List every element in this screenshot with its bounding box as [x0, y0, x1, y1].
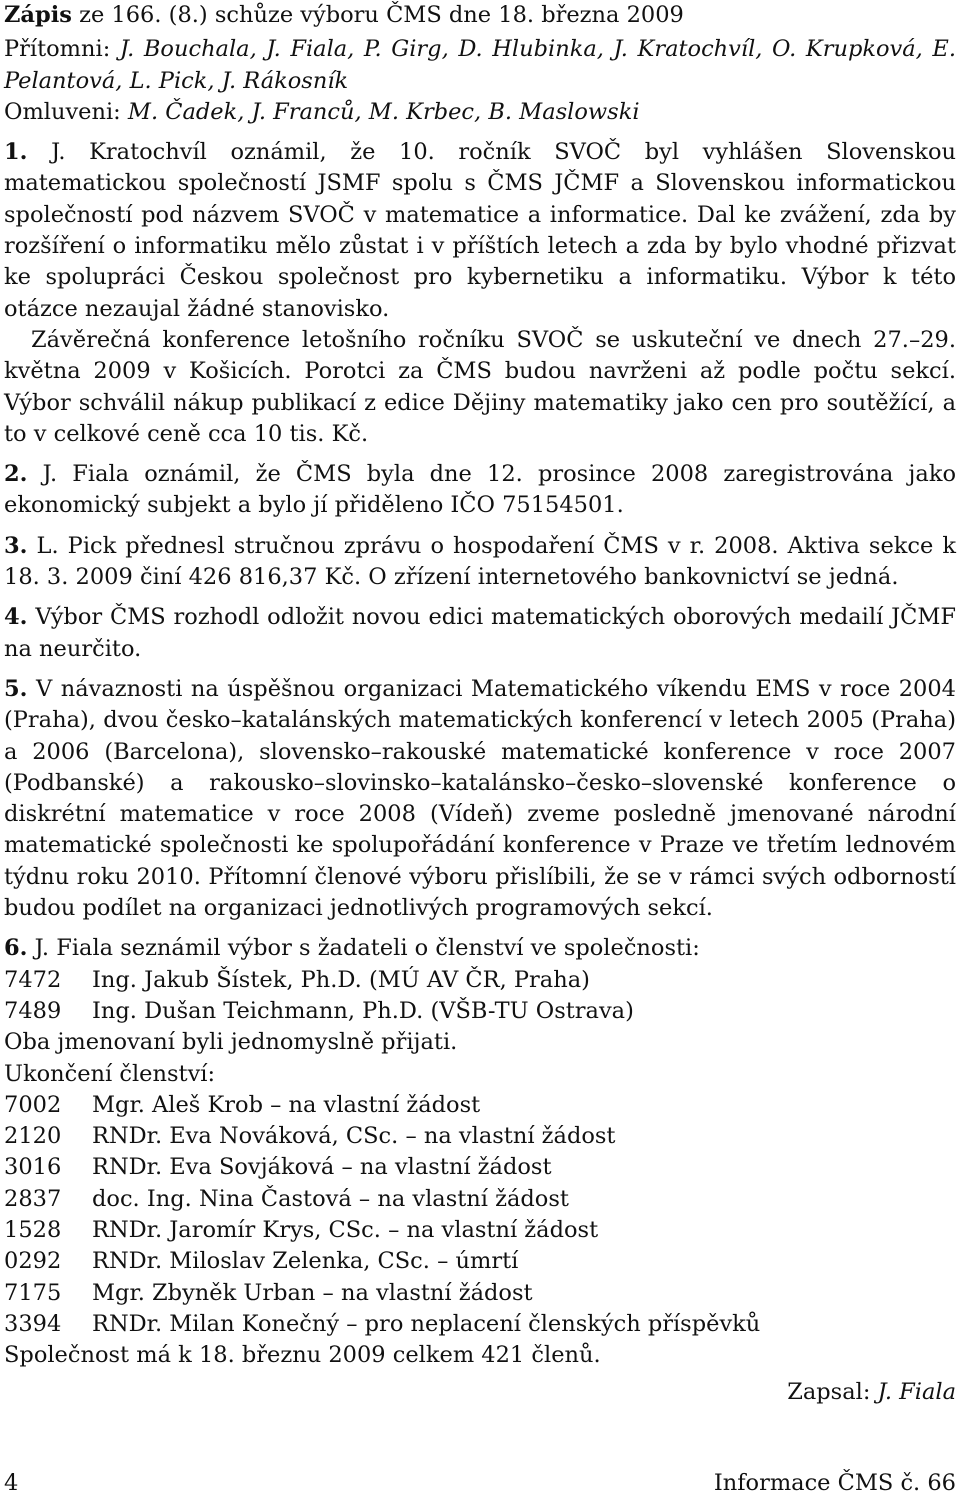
member-id: 7472: [4, 966, 62, 993]
item-number: 1.: [4, 139, 28, 166]
agenda-item-4: [4, 602, 956, 665]
item-number: 3.: [4, 532, 28, 559]
agenda-item-paragraph: [4, 531, 956, 594]
member-name: RNDr. Jaromír Krys, CSc. – na vlastní žádost: [92, 1216, 599, 1243]
member-name: Mgr. Aleš Krob – na vlastní žádost: [92, 1091, 481, 1118]
member-id: 0292: [4, 1248, 62, 1275]
agenda-item-paragraph: [4, 459, 956, 522]
member-name: Ing. Jakub Šístek, Ph.D. (MÚ AV ČR, Praha): [92, 966, 590, 993]
page-title: [4, 0, 956, 31]
applicant-list: [4, 965, 956, 1028]
member-id: 7002: [4, 1091, 62, 1118]
agenda-item-paragraph: [4, 137, 956, 325]
member-id: 7175: [4, 1279, 62, 1306]
list-item: [4, 1278, 956, 1309]
member-id: 7489: [4, 997, 62, 1024]
agenda-item-2: [4, 459, 956, 522]
agenda-item-5: [4, 674, 956, 924]
member-id: 2837: [4, 1185, 62, 1212]
list-item: [4, 1309, 956, 1340]
member-name: RNDr. Milan Konečný – pro neplacení členských příspěvků: [92, 1310, 761, 1337]
member-name: RNDr. Eva Nováková, CSc. – na vlastní žádost: [92, 1123, 616, 1150]
list-item: [4, 1246, 956, 1277]
member-name: RNDr. Eva Sovjáková – na vlastní žádost: [92, 1154, 552, 1181]
item-number: 2.: [4, 461, 28, 488]
list-item: [4, 1215, 956, 1246]
publication-name: Informace ČMS č. 66: [713, 1470, 956, 1496]
page-footer: [4, 1468, 956, 1499]
item-number: 4.: [4, 604, 28, 631]
member-id: 2120: [4, 1123, 62, 1150]
item-number: 6.: [4, 935, 28, 962]
member-name: Mgr. Zbyněk Urban – na vlastní žádost: [92, 1279, 533, 1306]
member-id: 1528: [4, 1216, 62, 1243]
excused-label: Omluveni:: [4, 98, 128, 125]
termination-list: [4, 1090, 956, 1340]
member-name: RNDr. Miloslav Zelenka, CSc. – úmrtí: [92, 1248, 519, 1275]
member-total: Společnost má k 18. březnu 2009 celkem 421 členů.: [4, 1342, 601, 1369]
member-id: 3016: [4, 1154, 62, 1181]
title-rest: ze 166. (8.) schůze výboru ČMS dne 18. března 2009: [71, 2, 684, 28]
title-bold: Zápis: [4, 2, 72, 28]
member-name: doc. Ing. Nina Častová – na vlastní žádost: [92, 1185, 569, 1212]
item-text: V návaznosti na úspěšnou organizaci Matematického víkendu EMS v roce 2004 (Praha), dvou česko–katalánských matematických konferencí v letech 2005 (Praha) a 2006 (Barcelona), slovensko–rakouské matematické konference v roce 2007 (Podbanské) a rakousko–slovinsko–katalánsko–česko–slovenské konference o diskrétní matematice v roce 2008 (Vídeň) zveme posledně jmenované národní matematické společnosti ke spolupořádání konference v Praze ve třetím lednovém týdnu roku 2010. Přítomní členové výboru přislíbili, že se v rámci svých odborností budou podílet na organizaci jednotlivých programových sekcí.: [4, 675, 957, 922]
item-number: 5.: [4, 675, 28, 702]
excused-names: M. Čadek, J. Franců, M. Krbec, B. Maslowski: [127, 98, 640, 125]
agenda-item-paragraph: Závěrečná konference letošního ročníku SVOČ se uskuteční ve dnech 27.–29. května 2009 v Košicích. Porotci za ČMS budou navrženi až podle počtu sekcí. Výbor schválil nákup publikací z edice Dějiny matematiky jako cen pro soutěžící, a to v celkové ceně cca 10 tis. Kč.: [4, 326, 956, 447]
termination-heading: Ukončení členství:: [4, 1060, 216, 1087]
item-text: J. Fiala seznámil výbor s žadateli o členství ve společnosti:: [34, 935, 700, 962]
signature-label: Zapsal:: [787, 1379, 878, 1406]
excused-line: [4, 97, 956, 128]
list-item: [4, 996, 956, 1027]
list-item: [4, 965, 956, 996]
item-text: J. Kratochvíl oznámil, že 10. ročník SVOČ byl vyhlášen Slovenskou matematickou společností JSMF spolu s ČMS JČMF a Slovenskou informatickou společností pod názvem SVOČ v matematice a informatice. Dal ke zvážení, zda by rozšíření o informatiku mělo zůstat i v příštích letech a zda by bylo vhodné přizvat ke spolupráci Českou společnost pro kybernetiku a informatiku. Výbor k této otázce nezaujal žádné stanovisko.: [4, 139, 956, 322]
list-item: [4, 1152, 956, 1183]
agenda-item-paragraph: [4, 674, 956, 924]
list-item: [4, 1184, 956, 1215]
member-id: 3394: [4, 1310, 62, 1337]
signature: [4, 1377, 956, 1408]
agenda-item-paragraph: [4, 602, 956, 665]
agenda-item-3: [4, 531, 956, 594]
present-label: Přítomni:: [4, 36, 120, 63]
list-item: [4, 1121, 956, 1152]
acceptance-note: Oba jmenovaní byli jednomyslně přijati.: [4, 1029, 458, 1056]
member-name: Ing. Dušan Teichmann, Ph.D. (VŠB-TU Ostrava): [92, 997, 634, 1024]
agenda-item-1: [4, 137, 956, 450]
page-number: 4: [4, 1470, 19, 1496]
list-item: [4, 1090, 956, 1121]
item-text: J. Fiala oznámil, že ČMS byla dne 12. prosince 2008 zaregistrována jako ekonomický subjekt a bylo jí přiděleno IČO 75154501.: [4, 461, 957, 519]
item-text: Výbor ČMS rozhodl odložit novou edici matematických oborových medailí JČMF na neurčito.: [4, 604, 957, 662]
present-names: J. Bouchala, J. Fiala, P. Girg, D. Hlubinka, J. Kratochvíl, O. Krupková, E. Pelantová, L. Pick, J. Rákosník: [4, 36, 956, 94]
signature-name: J. Fiala: [877, 1379, 956, 1406]
agenda-item-6: [4, 933, 956, 1371]
agenda-item-paragraph: [4, 933, 956, 964]
item-text: L. Pick přednesl stručnou zprávu o hospodaření ČMS v r. 2008. Aktiva sekce k 18. 3. 2009 činí 426 816,37 Kč. O zřízení internetového bankovnictví se jedná.: [4, 532, 956, 591]
present-line: [4, 34, 956, 97]
